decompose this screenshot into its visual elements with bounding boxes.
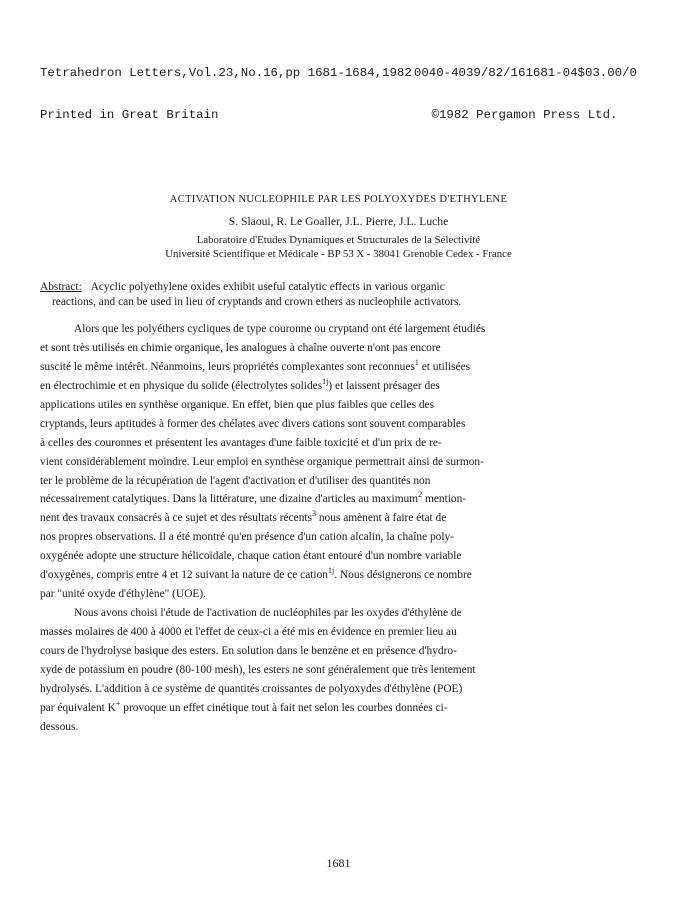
text-span: par équivalent K: [40, 701, 116, 714]
issn-price-line: 0040-4039/82/161681-04$03.00/0: [413, 66, 637, 80]
reference-superscript: 1: [414, 357, 419, 367]
text-span: suscité le même intérêt. Néanmoins, leurs propriétés complexantes sont reconnues: [40, 360, 415, 373]
copyright-block: [412, 38, 637, 136]
affiliation-line: Laboratoire d'Etudes Dynamiques et Structurales de la Sélectivité: [196, 234, 481, 246]
text-line: cours de l'hydrolyse basique des esters. En solution dans le benzène et en présence d'hydro-: [40, 644, 457, 657]
text-span: et utilisées: [418, 360, 471, 373]
abstract: [40, 280, 640, 310]
text-span: nous amènent à faire état de: [316, 512, 447, 525]
text-line: Alors que les polyéthers cycliques de type couronne ou cryptand ont été largement étudiés: [74, 323, 486, 335]
text-line: dessous.: [40, 720, 79, 733]
journal-citation-line: Tetrahedron Letters,Vol.23,No.16,pp 1681-1684,1982: [40, 66, 412, 80]
text-span: provoque un effet cinétique tout à fait net selon les courbes données ci-: [120, 701, 448, 714]
text-span: mention-: [422, 493, 467, 506]
body-paragraph-2: [40, 604, 640, 737]
text-line: [40, 358, 640, 377]
abstract-text: reactions, and can be used in lieu of cryptands and crown ethers as nucleophile activators.: [52, 295, 462, 308]
text-line: xyde de potassium en poudre (80-100 mesh), les esters ne sont généralement que très lentement: [40, 663, 476, 676]
text-line: à celles des couronnes et présentent les avantages d'une faible toxicité et d'un prix de re-: [40, 436, 442, 449]
reference-superscript: 1j: [328, 566, 335, 576]
text-line: vient considérablement moindre. Leur emploi en synthèse organique permettrait ainsi de surmon-: [40, 455, 484, 468]
text-span: ) et laissent présager des: [328, 379, 440, 392]
text-line: [40, 377, 640, 396]
copyright-line: ©1982 Pergamon Press Ltd.: [431, 108, 618, 122]
text-line: par "unité oxyde d'éthylène" (UOE).: [40, 588, 207, 601]
abstract-label: Abstract:: [40, 281, 82, 293]
charge-superscript: +: [115, 698, 121, 708]
text-span: nent des travaux consacrés à ce sujet et des résultats récents: [40, 512, 312, 525]
affiliation-line: Université Scientifique et Médicale - BP 53 X - 38041 Grenoble Cedex - France: [165, 248, 512, 260]
journal-citation: [40, 38, 412, 136]
text-line: [40, 509, 640, 528]
text-line: Nous avons choisi l'étude de l'activation de nucléophiles par les oxydes d'éthylène de: [74, 607, 462, 619]
reference-superscript: 1j: [322, 376, 329, 386]
text-line: oxygénée adopte une structure hélicoïdale, chaque cation étant entouré d'un nombre variable: [40, 550, 462, 563]
text-line: cryptands, leurs aptitudes à former des chélates avec divers cations sont souvent comparables: [40, 417, 466, 430]
reference-superscript: 3: [312, 509, 316, 519]
printed-in-line: Printed in Great Britain: [40, 108, 219, 122]
text-line: hydrolysés. L'addition à ce système de quantités croissantes de polyoxydes d'éthylène (POE): [40, 682, 463, 695]
reference-superscript: 2: [418, 490, 423, 500]
abstract-text: Acyclic polyethylene oxides exhibit useful catalytic effects in various organic: [90, 281, 445, 293]
text-line: [40, 699, 640, 718]
text-span: en électrochimie et en physique du solide (électrolytes solides: [40, 379, 323, 392]
text-line: applications utiles en synthèse organique. En effet, bien que plus faibles que celles des: [40, 398, 435, 411]
text-line: [40, 566, 640, 585]
article-title: ACTIVATION NUCLEOPHILE PAR LES POLYOXYDES D'ETHYLENE: [169, 194, 508, 205]
text-line: et sont très utilisés en chimie organique, les analogues à chaîne ouverte n'ont pas encore: [40, 341, 441, 354]
text-span: d'oxygènes, compris entre 4 et 12 suivant la nature de ce cation: [40, 569, 328, 582]
text-line: masses molaires de 400 à 4000 et l'effet de ceux-ci a été mis en évidence en premier lieu au: [40, 625, 457, 638]
body-paragraph-1: [40, 320, 640, 604]
author-list: S. Slaoui, R. Le Goaller, J.L. Pierre, J.L. Luche: [228, 215, 449, 228]
text-line: ter le problème de la récupération de l'agent d'activation et d'utiliser des quantités non: [40, 474, 431, 487]
affiliation: [0, 233, 677, 261]
page-number: 1681: [326, 856, 351, 870]
text-span: . Nous désignerons ce nombre: [334, 569, 472, 582]
text-line: [40, 490, 640, 509]
text-line: nos propres observations. Il a été montré qu'en présence d'un cation alcalin, la chaîne poly-: [40, 531, 455, 544]
text-span: nécessairement catalytiques. Dans la littérature, une dizaine d'articles au maximum: [40, 493, 419, 506]
